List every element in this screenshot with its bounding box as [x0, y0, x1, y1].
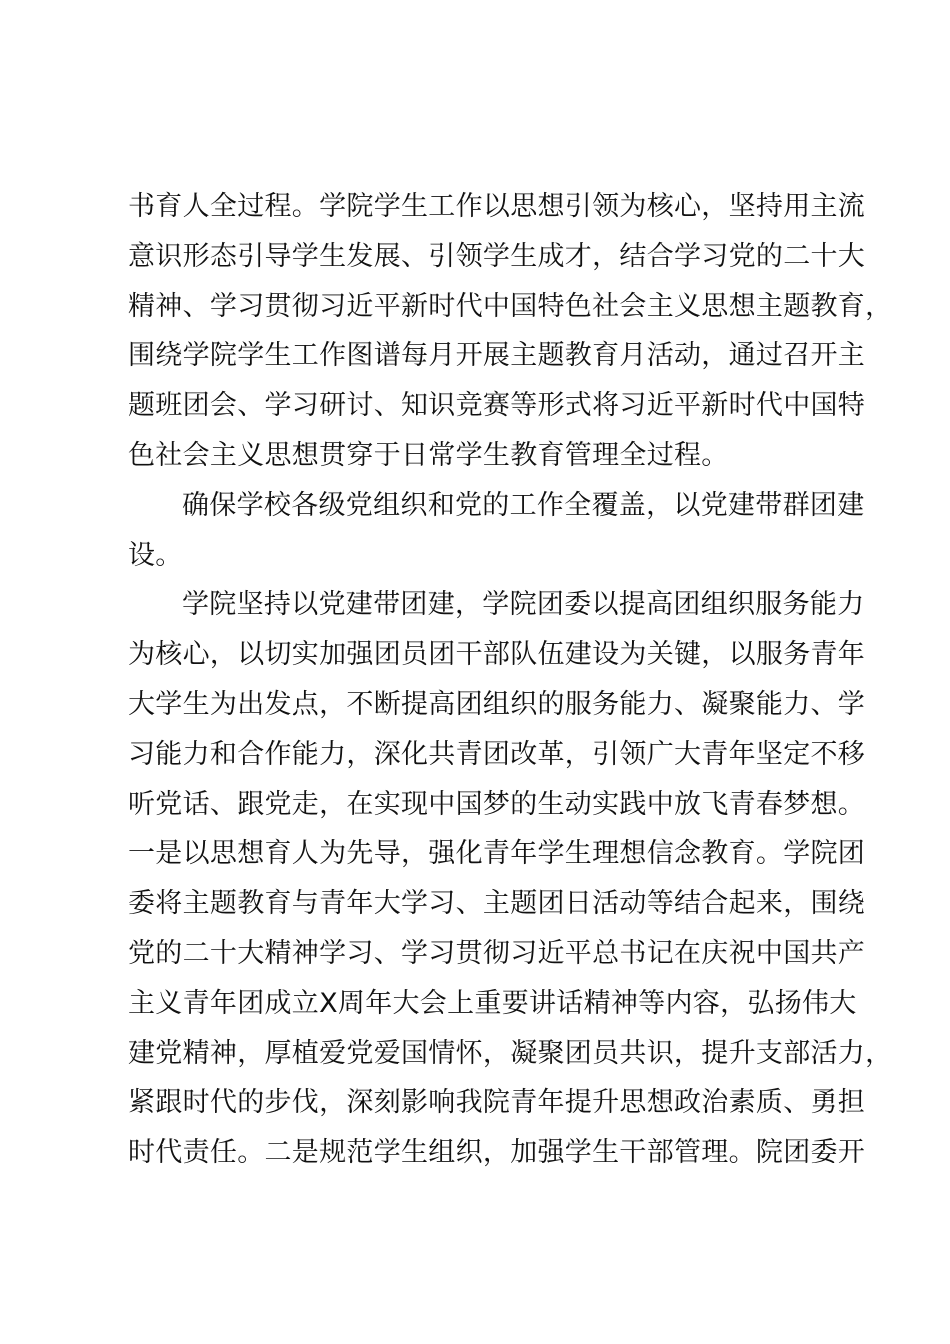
text-line: 听党话、跟党走，在实现中国梦的生动实践中放飞青春梦想。 — [128, 788, 866, 820]
text-line: 紧跟时代的步伐，深刻影响我院青年提升思想政治素质、勇担 — [128, 1087, 866, 1119]
text-line: 主义青年团成立X周年大会上重要讲话精神等内容，弘扬伟大 — [128, 987, 857, 1019]
text-line: 围绕学院学生工作图谱每月开展主题教育月活动，通过召开主 — [128, 340, 866, 372]
text-line: 时代责任。二是规范学生组织，加强学生干部管理。院团委开 — [128, 1137, 866, 1169]
text-line: 建党精神，厚植爱党爱国情怀，凝聚团员共识，提升支部活力， — [128, 1037, 893, 1069]
text-line: 习能力和合作能力，深化共青团改革，引领广大青年坚定不移 — [128, 738, 866, 770]
text-line: 委将主题教育与青年大学习、主题团日活动等结合起来，围绕 — [128, 888, 866, 920]
text-line: 意识形态引导学生发展、引领学生成才，结合学习党的二十大 — [128, 240, 866, 272]
text-line: 为核心，以切实加强团员团干部队伍建设为关键，以服务青年 — [128, 639, 866, 671]
text-line: 一是以思想育人为先导，强化青年学生理想信念教育。学院团 — [128, 838, 866, 870]
paragraph-start-line: 确保学校各级党组织和党的工作全覆盖，以党建带群团建 — [182, 489, 865, 521]
text-line: 党的二十大精神学习、学习贯彻习近平总书记在庆祝中国共产 — [128, 937, 866, 969]
body-text — [128, 182, 893, 1178]
text-line: 大学生为出发点，不断提高团组织的服务能力、凝聚能力、学 — [128, 688, 866, 720]
text-line: 书育人全过程。学院学生工作以思想引领为核心，坚持用主流 — [128, 191, 866, 222]
text-line: 设。 — [128, 539, 183, 571]
paragraph-start-line: 学院坚持以党建带团建，学院团委以提高团组织服务能力 — [182, 589, 865, 621]
text-line: 题班团会、学习研讨、知识竞赛等形式将习近平新时代中国特 — [128, 390, 866, 422]
text-line: 精神、学习贯彻习近平新时代中国特色社会主义思想主题教育， — [128, 290, 893, 322]
text-line: 色社会主义思想贯穿于日常学生教育管理全过程。 — [128, 439, 729, 471]
